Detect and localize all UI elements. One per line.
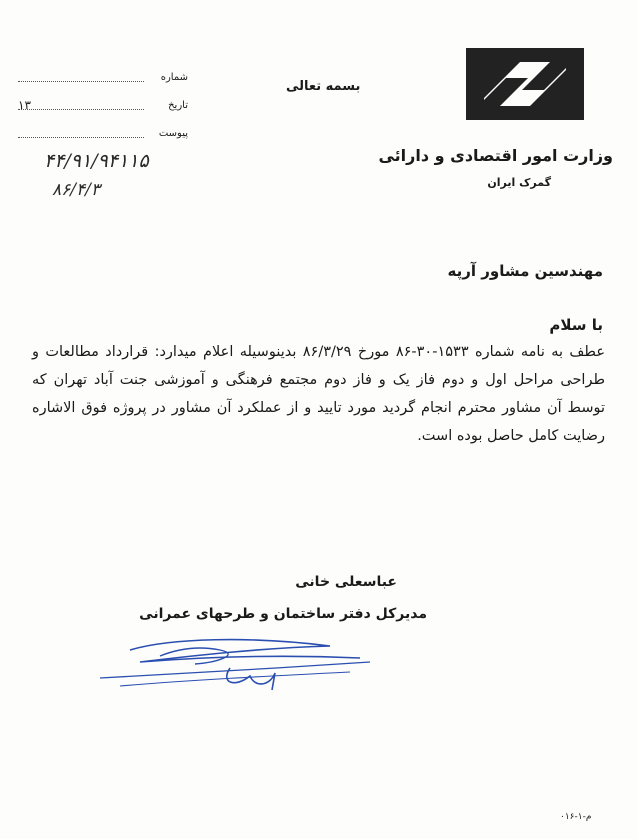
- attachment-dotted-line: [18, 137, 144, 138]
- recipient: مهندسین مشاور آرپه: [447, 262, 603, 280]
- signatory-name: عباسعلی خانی: [295, 574, 397, 590]
- number-label: شماره: [160, 72, 188, 83]
- date-field: [18, 100, 188, 118]
- greeting: با سلام: [549, 316, 603, 334]
- date-value: ۱۳: [18, 98, 31, 112]
- handwritten-signature: [100, 628, 380, 708]
- ministry-name: وزارت امور اقتصادی و دارائی: [378, 146, 613, 165]
- handwritten-reference-number: ۴۴/۹۱/۹۴۱۱۵: [44, 150, 149, 172]
- date-dotted-line: [18, 109, 144, 110]
- date-label: تاریخ: [168, 100, 188, 111]
- signatory-title: مدیرکل دفتر ساختمان و طرحهای عمرانی: [139, 606, 427, 622]
- customs-logo-icon: [466, 48, 584, 120]
- letter-body-text: عطف به نامه شماره ۱۵۳۳-۳۰-۸۶ مورخ ۸۶/۳/۲۹ بدینوسیله اعلام میدارد: قرارداد مطالعات و طراحی مراحل اول و دوم فاز یک و فاز دوم مجتمع فرهنگی و آموزشی جنت آباد تهران که توسط آن مشاور محترم انجام گردید مورد تایید و از عملکرد آن مشاور در پروژه فوق الاشاره رضایت کامل حاصل بوده است.: [32, 344, 605, 444]
- letter-body: [32, 338, 605, 450]
- number-dotted-line: [18, 81, 144, 82]
- customs-name: گمرک ایران: [487, 176, 551, 189]
- footer-code: م-۱-۰۱۶: [560, 812, 592, 822]
- number-field: [18, 72, 188, 90]
- attachment-field: [18, 128, 188, 146]
- attachment-label: پیوست: [158, 128, 188, 139]
- handwritten-date: ۸۶/۴/۳: [52, 180, 100, 200]
- basmala: بسمه تعالی: [286, 79, 361, 94]
